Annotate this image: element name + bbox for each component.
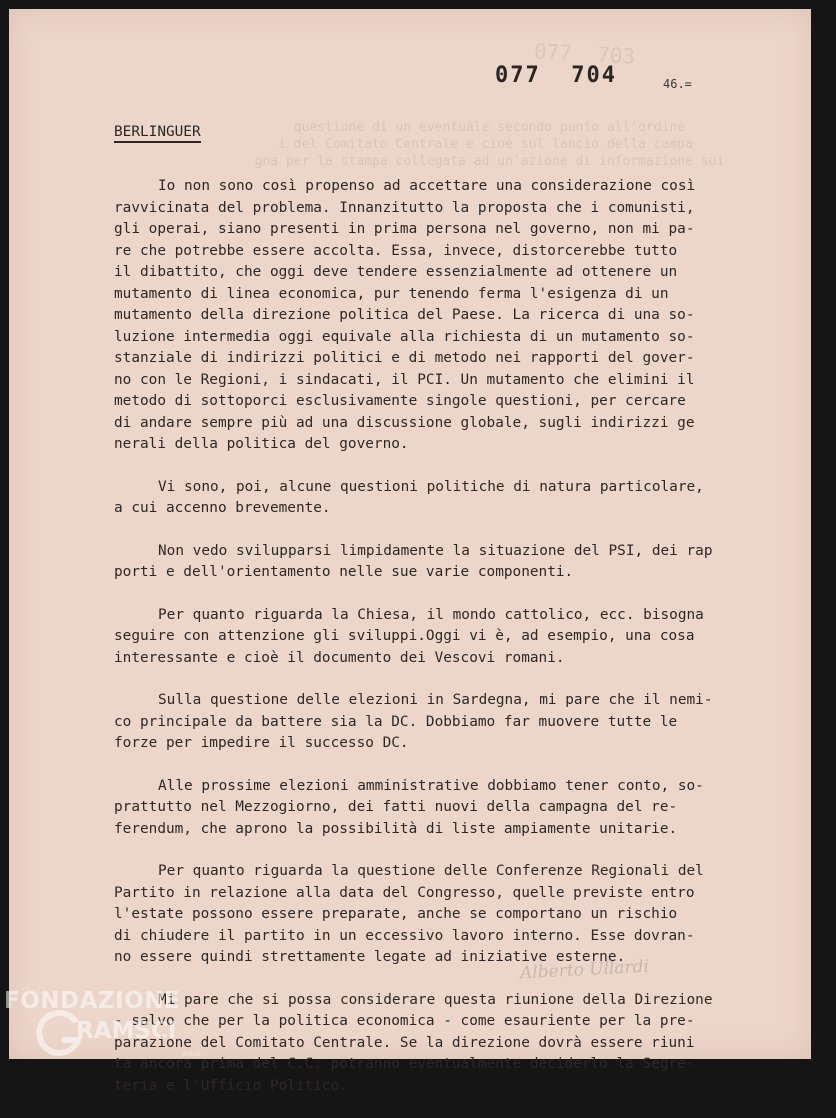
archive-number: 077 704 — [495, 63, 617, 88]
transcript-body — [114, 176, 794, 1118]
page-number: 46.= — [663, 77, 692, 91]
paragraph: Non vedo svilupparsi limpidamente la situazione del PSI, dei rap porti e dell'orientamento nelle sue varie componenti. — [114, 542, 713, 580]
paragraph: Per quanto riguarda la questione delle Conferenze Regionali del Partito in relazione alla data del Congresso, quelle previste entro l'estate possono essere preparate, anche se comportano un rischio di chiudere il partito in un eccessivo lavoro interno. Esse dovran- no essere quindi strettamente legate ad iniziative esterne. — [114, 863, 704, 965]
paragraph: Mi pare che si possa considerare questa riunione della Direzione - salvo che per la politica economica - come esauriente per la pre- parazione del Comitato Centrale. Se la direzione dovrà essere riuni ta ancora prima del C.C. potranno eventualmente deciderlo la Segre- teria e l'Ufficio Politico. — [114, 991, 713, 1094]
bleed-through-text: questione di un eventuale secondo punto all'ordine i del Comitato Centrale e cioè sul lancio della campa gna per la stampa collegata ad un'azione di informazione sui — [254, 120, 725, 169]
watermark-small: onlus — [182, 1050, 201, 1058]
speaker-heading: BERLINGUER — [114, 124, 201, 143]
faint-signature: Alberto Ullardi — [519, 956, 650, 984]
watermark-line1: FONDAZIONE — [4, 988, 181, 1014]
watermark-line2: RAMSCI — [76, 1018, 177, 1044]
paragraph: Io non sono così propenso ad accettare una considerazione così ravvicinata del problema. Innanzitutto la proposta che i comunisti, gli operai, siano presenti in prima persona nel governo, non mi pa- re che potrebbe essere accolta. Essa, invece, distorcerebbe tutto il dibattito, che oggi deve tendere essenzialmente ad ottenere un mutamento di linea economica, pur tenendo ferma l'esigenza di un mutamento della direzione politica del Paese. La ricerca di una so- luzione intermedia oggi equivale alla richiesta di un mutamento so- stanziale di indirizzi politici e di metodo nei rapporti del gover- no con le Regioni, i sindacati, il PCI. Un mutamento che elimini il metodo di sottoporci esclusivamente singole questioni, per cercare di andare sempre più ad una discussione globale, sugli indirizzi ge nerali della politica del governo. — [114, 178, 696, 452]
paragraph: Sulla questione delle elezioni in Sardegna, mi pare che il nemi- co principale da battere sia la DC. Dobbiamo far muovere tutte le forze per impedire il successo DC. — [114, 692, 713, 751]
paragraph: Per quanto riguarda la Chiesa, il mondo cattolico, ecc. bisogna seguire con attenzione gli sviluppi.Oggi vi è, ad esempio, una cosa interessante e cioè il documento dei Vescovi romani. — [114, 606, 704, 666]
bleed-through-number: 077 703 — [533, 39, 636, 69]
paragraph: Alle prossime elezioni amministrative dobbiamo tener conto, so- prattutto nel Mezzogiorno, dei fatti nuovi della campagna del re- ferendum, che aprono la possibilità di liste ampiamente unitarie. — [114, 777, 704, 837]
paragraph: Vi sono, poi, alcune questioni politiche di natura particolare, a cui accenno brevemente. — [114, 478, 704, 516]
fondazione-gramsci-watermark — [4, 988, 234, 1068]
